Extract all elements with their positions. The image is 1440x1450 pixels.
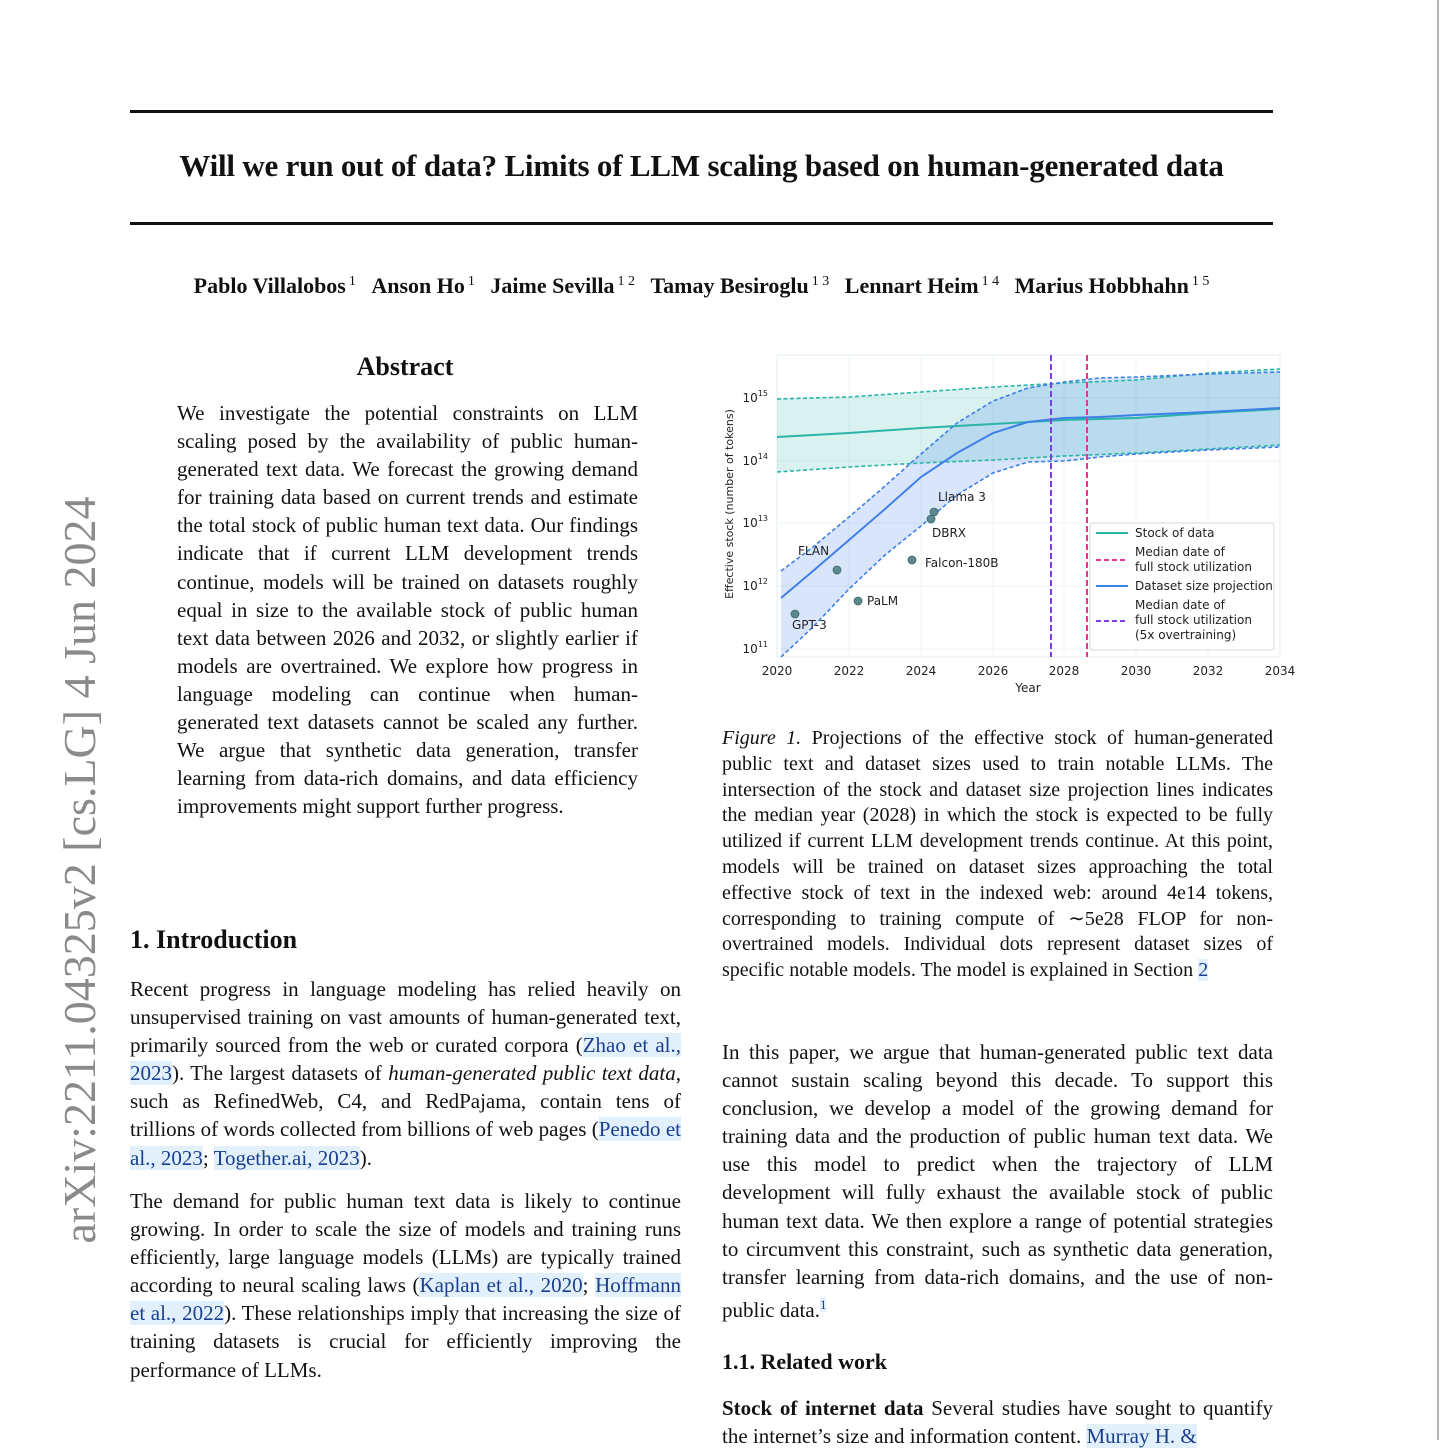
- svg-text:2026: 2026: [977, 664, 1009, 678]
- svg-text:Median date of: Median date of: [1135, 545, 1225, 559]
- svg-text:2032: 2032: [1192, 664, 1224, 678]
- svg-text:2024: 2024: [905, 664, 937, 678]
- svg-text:DBRX: DBRX: [932, 526, 967, 540]
- svg-text:(5x overtraining): (5x overtraining): [1135, 628, 1237, 642]
- paper-title: Will we run out of data? Limits of LLM scaling based on human-generated data: [179, 148, 1224, 183]
- page-edge: [1437, 0, 1439, 1440]
- intro-paragraph-3: In this paper, we argue that human-generated public text data cannot sustain scaling beyond this decade. To support this conclusion, we develop a model of the growing demand for training data and the production of public human text data. We use this model to predict when the trajectory of LLM development will fully exhaust the available stock of public human text data. We then explore a range of potential strategies to circumvent this constraint, such as synthetic data generation, transfer learning from data-rich domains, and the use of non-public data.$^1$: [722, 1040, 1273, 1322]
- abstract-text: We investigate the potential constraints on LLM scaling posed by the availability of public human-generated text data. We forecast the growing demand for training data based on current trends and estimate the total stock of public human text data. Our findings indicate that if current LLM development trends continue, models will be trained on datasets roughly equal in size to the available stock of public human text data between 2026 and 2032, or slightly earlier if models are overtrained. We explore how progress in language modeling can continue when human-generated text datasets cannot be scaled any further. We argue that synthetic data generation, transfer learning from data-rich domains, and data efficiency improvements might support further progress.: [177, 401, 638, 819]
- author: Anson Ho $^1$: [371, 273, 475, 298]
- author: Jaime Sevilla $^{1 2}$: [490, 273, 635, 298]
- svg-text:2022: 2022: [833, 664, 865, 678]
- citation-link[interactable]: Kaplan et al., 2020: [419, 1273, 583, 1298]
- citation-link[interactable]: Murray H. &: [1086, 1424, 1197, 1449]
- figure-label: Figure 1.: [722, 727, 802, 749]
- svg-text:1011: $10^{11}$: [742, 640, 768, 656]
- intro-paragraph-2: The demand for public human text data is likely to continue growing. In order to scale the size of models and training runs efficiently, large language models (LLMs) are typically trained according to neural scaling laws (Kaplan et al., 2020; Hoffmann et al., 2022). These relationships imply that increasing the size of training datasets is crucial for efficiently improving the performance of LLMs.: [130, 1189, 682, 1382]
- svg-text:Dataset size projection: Dataset size projection: [1135, 579, 1273, 593]
- arxiv-stamp: arXiv:2211.04325v2 [cs.LG] 4 Jun 2024: [54, 496, 105, 1244]
- citation-link[interactable]: Zhao et al., 2023: [130, 1033, 681, 1086]
- svg-text:Median date of: Median date of: [1135, 598, 1225, 612]
- footnote-link[interactable]: 1: [819, 1296, 827, 1312]
- abstract-heading: Abstract: [356, 352, 454, 381]
- svg-text:2028: 2028: [1048, 664, 1080, 678]
- svg-text:PaLM: PaLM: [867, 594, 899, 608]
- svg-text:Llama 3: Llama 3: [938, 490, 986, 504]
- author: Pablo Villalobos $^1$: [193, 273, 356, 298]
- intro-paragraph-1: Recent progress in language modeling has relied heavily on unsupervised training on vast amounts of human-generated text, primarily sourced from the web or curated corpora (Zhao et al., 2023). The largest datasets of human-generated public text data, such as RefinedWeb, C4, and RedPajama, contain tens of trillions of words collected from billions of web pages (Penedo et al., 2023; Together.ai, 2023).: [130, 977, 682, 1170]
- svg-text:1014: $10^{14}$: [742, 452, 768, 468]
- citation-link[interactable]: Hoffmann et al., 2022: [130, 1273, 681, 1326]
- citation-link[interactable]: Penedo et al., 2023: [130, 1117, 681, 1170]
- author: Marius Hobbhahn $^{1 5}$: [1014, 273, 1210, 298]
- svg-text:2034: 2034: [1264, 664, 1296, 678]
- svg-text:1012: $10^{12}$: [742, 577, 768, 593]
- subsection-heading-related-work: 1.1. Related work: [722, 1349, 887, 1374]
- svg-text:2030: 2030: [1120, 664, 1152, 678]
- svg-text:GPT-3: GPT-3: [792, 618, 827, 632]
- title-rule-top: [130, 110, 1273, 113]
- author: Lennart Heim $^{1 4}$: [844, 273, 1000, 298]
- svg-text:full stock utilization: full stock utilization: [1135, 560, 1252, 574]
- x-axis-label: Year: [1015, 681, 1041, 695]
- section-heading-introduction: 1. Introduction: [130, 925, 298, 954]
- svg-text:1013: $10^{13}$: [742, 514, 768, 530]
- citation-link[interactable]: Together.ai, 2023: [213, 1145, 360, 1170]
- svg-text:Falcon-180B: Falcon-180B: [925, 556, 999, 570]
- section-link[interactable]: 2: [1198, 959, 1209, 982]
- figure-1-chart: [718, 350, 1300, 700]
- y-axis-label: Effective stock (number of tokens): [723, 409, 736, 599]
- chart-legend: [1090, 523, 1274, 650]
- svg-text:2020: 2020: [761, 664, 793, 678]
- author: Tamay Besiroglu $^{1 3}$: [650, 273, 830, 298]
- svg-text:full stock utilization: full stock utilization: [1135, 613, 1252, 627]
- svg-text:Stock of data: Stock of data: [1135, 526, 1215, 540]
- title-rule-bottom: [130, 222, 1273, 225]
- related-work-paragraph: Stock of internet data Several studies have sought to quantify the internet’s size and information content. Murray H. &: [722, 1396, 1273, 1449]
- figure-caption: Figure 1. Projections of the effective stock of human-generated public text and dataset sizes used to train notable LLMs. The intersection of the stock and dataset size projection lines indicates the median year (2028) in which the stock is expected to be fully utilized if current LLM development trends continue. At this point, models will be trained on dataset sizes approaching the total effective stock of text in the indexed web: around 4e14 tokens, corresponding to training compute of ∼5e28 FLOP for non-overtrained models. Individual dots represent dataset sizes of specific notable models. The model is explained in Section 2: [722, 727, 1273, 982]
- author-list: [130, 273, 1273, 299]
- svg-text:FLAN: FLAN: [798, 544, 830, 558]
- svg-text:1015: $10^{15}$: [742, 389, 768, 405]
